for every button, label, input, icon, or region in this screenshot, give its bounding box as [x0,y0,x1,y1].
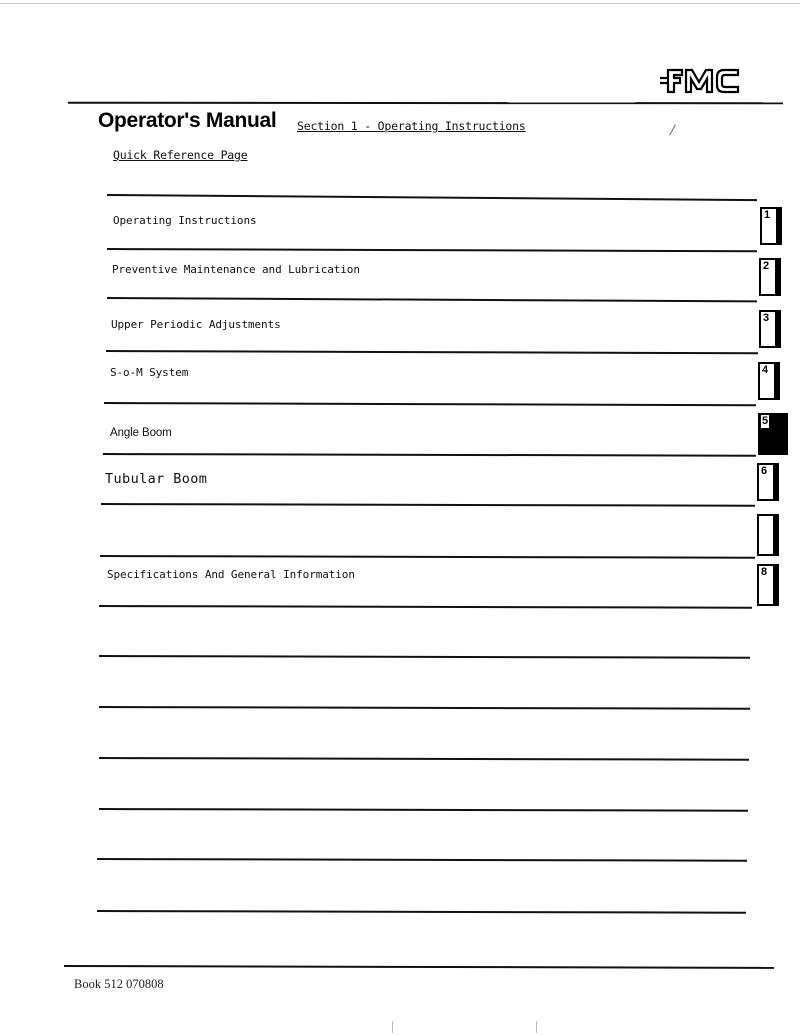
book-number: Book 512 070808 [74,977,164,991]
entry-label-angle-boom[interactable]: Angle Boom [110,427,172,439]
blank-rule [97,910,746,914]
section-label: Section 1 - Operating Instructions [297,119,526,133]
tab-number: 8 [761,566,768,578]
pen-mark [669,124,676,135]
entry-label-som-system[interactable]: S-o-M System [110,366,189,379]
blank-rule [99,757,749,761]
entry-rule [106,350,758,354]
section-tab-1[interactable] [760,207,782,245]
footer-rule [64,965,774,969]
fmc-logo [656,62,760,98]
tab-number: 5 [762,415,769,427]
entry-label-operating-instructions[interactable]: Operating Instructions [113,214,257,227]
scan-mark [536,1021,537,1033]
tab-number: 3 [763,312,770,324]
tab-number: 6 [761,465,768,477]
section-tab-6[interactable] [757,463,779,501]
manual-title: Operator's Manual [98,109,277,132]
blank-rule [99,706,750,710]
entry-rule [100,555,755,559]
entry-label-tubular-boom[interactable]: Tubular Boom [105,471,208,487]
entry-rule [107,194,757,201]
scan-top-edge [0,3,800,4]
section-tab-5[interactable] [758,413,788,455]
entry-label-upper-periodic-adjustments[interactable]: Upper Periodic Adjustments [111,318,281,331]
entry-label-preventive-maintenance[interactable]: Preventive Maintenance and Lubrication [112,263,360,276]
entry-rule [107,248,757,252]
blank-rule [97,858,747,862]
blank-rule [99,655,750,659]
header-rule [68,102,783,105]
section-tab-2[interactable] [759,258,781,296]
entry-rule [104,402,756,406]
entry-rule [103,453,756,457]
section-tab-4[interactable] [758,362,780,400]
tab-number: 4 [762,364,769,376]
blank-rule [99,808,748,812]
entry-rule [107,297,757,302]
entry-label-specifications[interactable]: Specifications And General Information [107,568,355,581]
entry-rule [99,605,752,609]
tab-number: 1 [764,209,771,221]
tab-number: 2 [763,260,770,272]
section-tab-8[interactable] [757,564,779,606]
entry-rule [101,503,755,507]
quick-reference-label: Quick Reference Page [113,148,248,162]
section-tab-3[interactable] [759,310,781,348]
scan-mark [392,1021,393,1033]
section-tab-blank[interactable] [757,514,779,556]
